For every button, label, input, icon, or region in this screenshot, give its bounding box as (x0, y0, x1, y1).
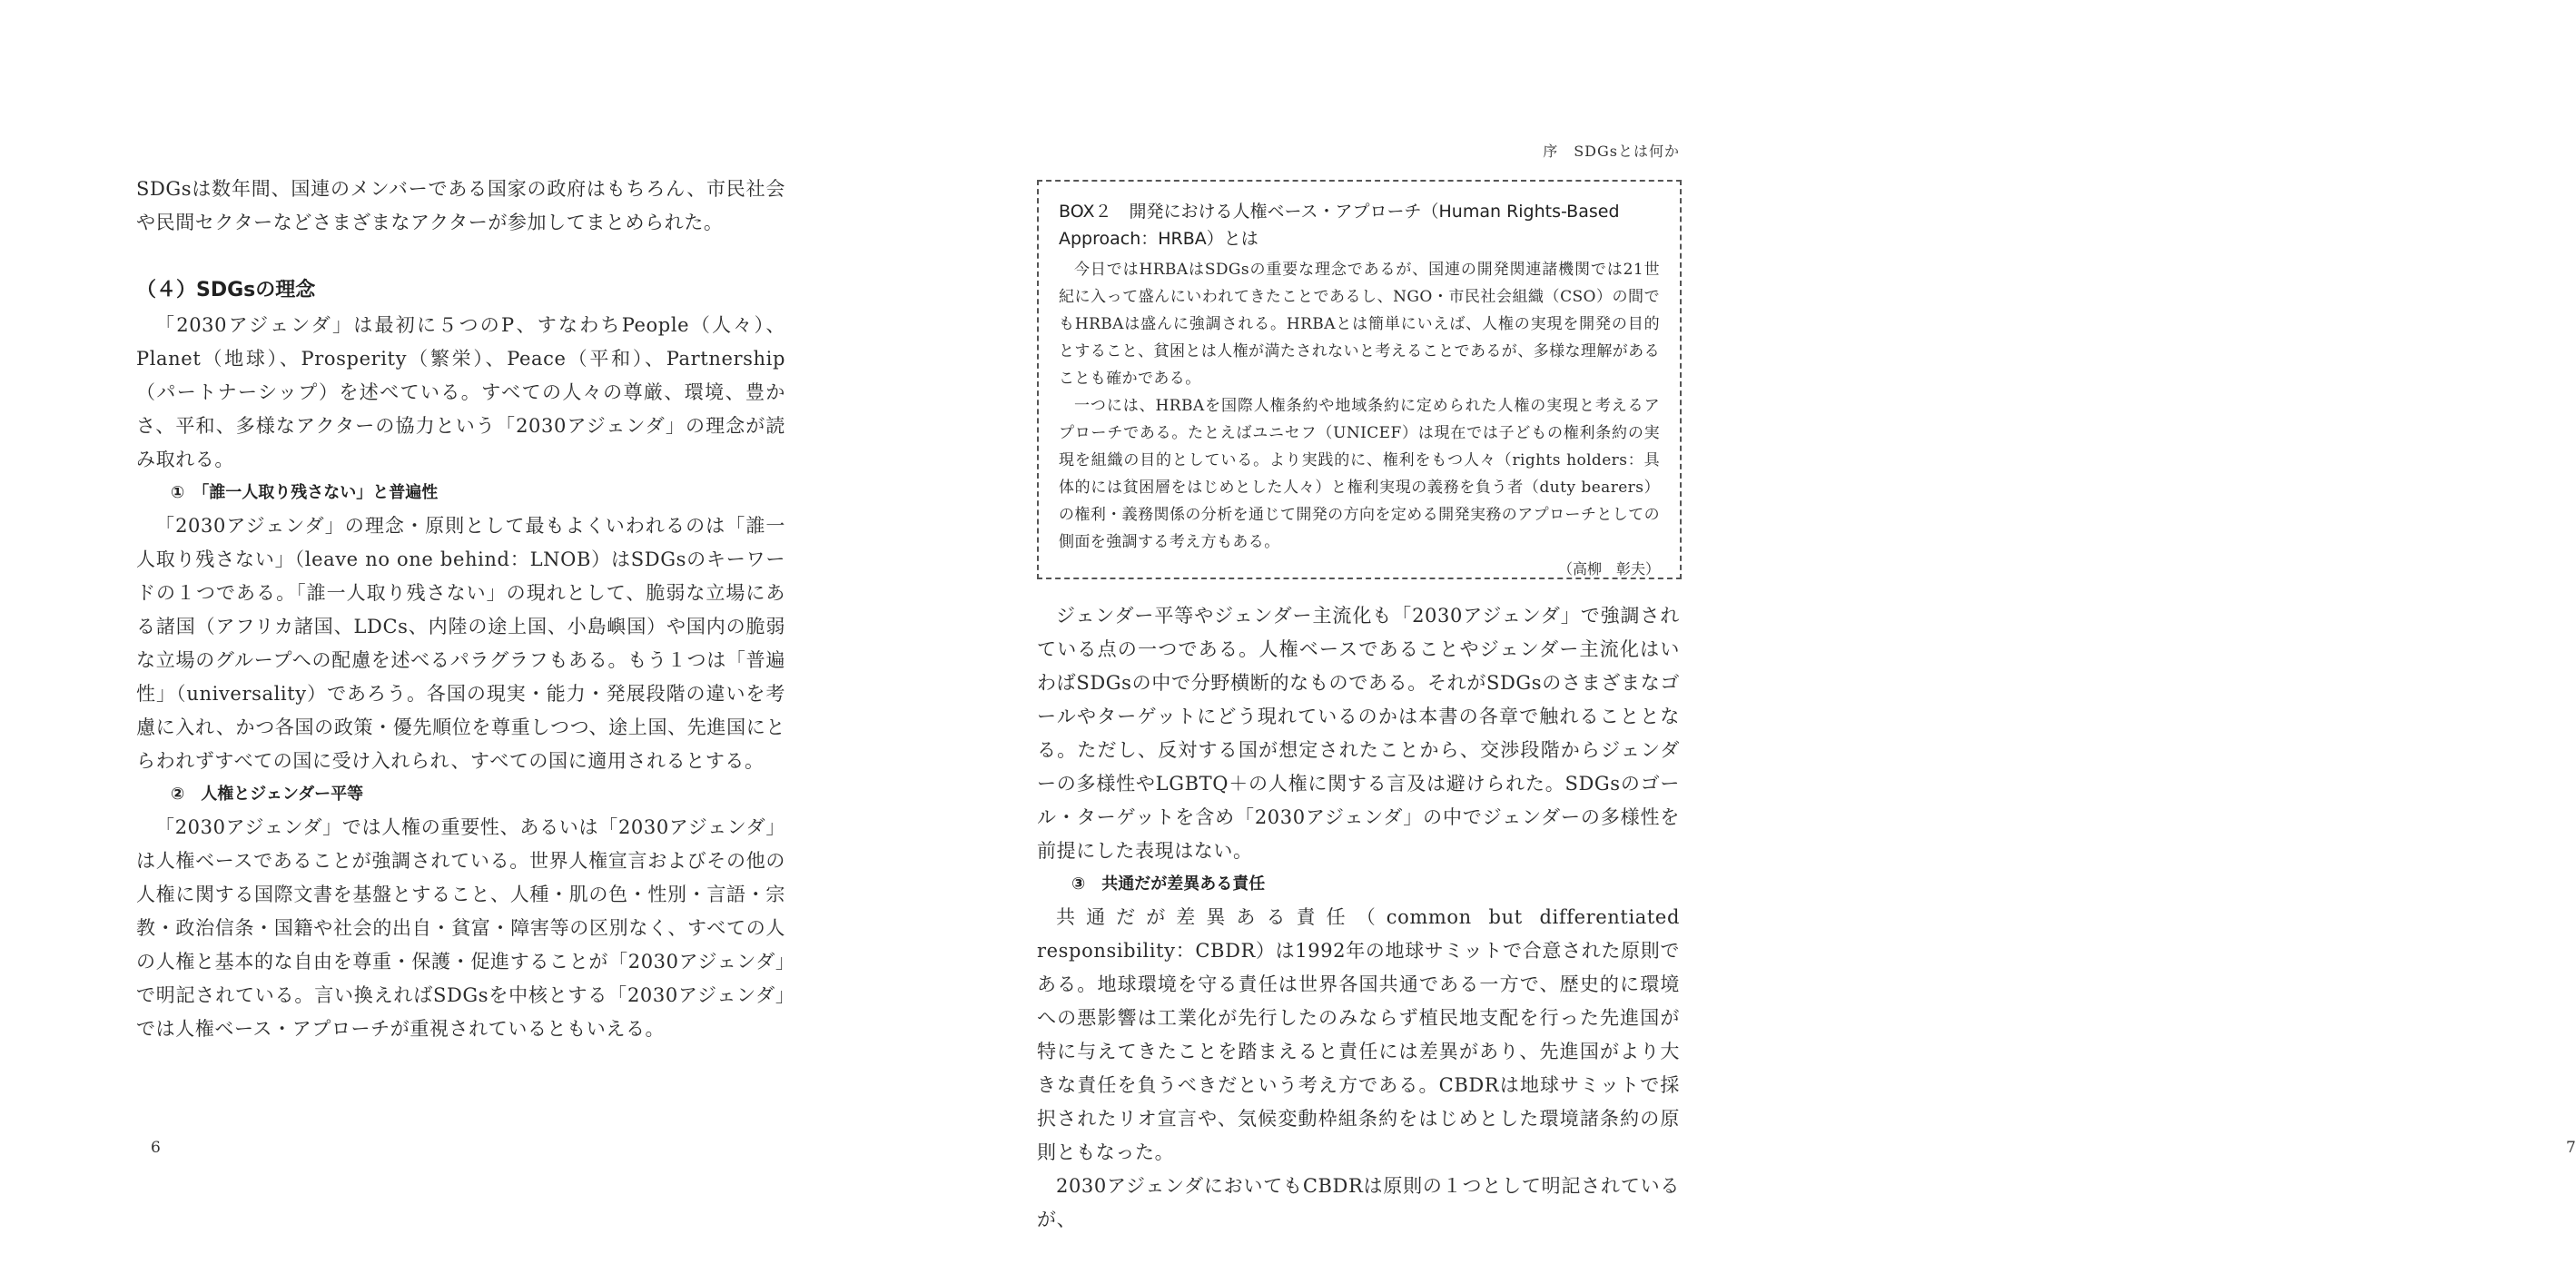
right-column (1037, 599, 1680, 1237)
subheading-human-rights-gender: ② 人権とジェンダー平等 (171, 785, 364, 804)
lnob-paragraph: 「2030アジェンダ」の理念・原則として最もよくいわれるのは「誰一人取り残さない」（leave no one behind：LNOB）はSDGsのキーワードの１つである。「誰一人取り残さない」の現れとして、脆弱な立場にある諸国（アフリカ諸国、LDCs、内陸の途上国、小島嶼国）や国内の脆弱な立場のグループへの配慮を述べるパラグラフもある。もう１つは「普遍性」（universality）であろう。各国の現実・能力・発展段階の違いを考慮に入れ、かつ各国の政策・優先順位を尊重しつつ、途上国、先進国にとらわれずすべての国に受け入れられ、すべての国に適用されるとする。 (136, 515, 785, 772)
running-head: 序 SDGsとは何か (1543, 143, 1680, 160)
page-number-left: 6 (151, 1139, 161, 1157)
left-page (0, 0, 908, 1284)
box-paragraph-1: 今日ではHRBAはSDGsの重要な理念であるが、国連の開発関連諸機関では21世紀に入って盛んにいわれてきたことであるし、NGO・市民社会組織（CSO）の間でもHRBAは盛んに強調される。HRBAとは簡単にいえば、人権の実現を開発の目的とすること、貧困とは人権が満たされないと考えることであるが、多様な理解があることも確かである。 (1059, 261, 1660, 388)
human-rights-paragraph: 「2030アジェンダ」では人権の重要性、あるいは「2030アジェンダ」は人権ベースであることが強調されている。世界人権宣言およびその他の人権に関する国際文書を基盤とすること、人種・肌の色・性別・言語・宗教・政治信条・国籍や社会的出自・貧富・障害等の区別なく、すべての人の人権と基本的な自由を尊重・保護・促進することが「2030アジェンダ」で明記されている。言い換えればSDGsを中核とする「2030アジェンダ」では人権ベース・アプローチが重視されているともいえる。 (136, 816, 785, 1040)
box-author-credit: （高柳 彰夫） (1557, 560, 1660, 578)
box-paragraph-2: 一つには、HRBAを国際人権条約や地域条約に定められた人権の実現と考えるアプローチである。たとえばユニセフ（UNICEF）は現在では子どもの権利条約の実現を組織の目的としている。より実践的に、権利をもつ人々（rights holders：具体的には貧困層をはじめとした人々）と権利実現の義務を負う者（duty bearers）の権利・義務関係の分析を通じて開発の方向を定める開発実務のアプローチとしての側面を強調する考え方もある。 (1059, 397, 1660, 551)
cbdr-continuation-paragraph: 2030アジェンダにおいてもCBDRは原則の１つとして明記されているが、 (1037, 1175, 1680, 1230)
left-column (136, 173, 785, 1046)
section-heading-sdgs-philosophy: （４）SDGsの理念 (136, 279, 316, 301)
cbdr-paragraph: 共通だが差異ある責任（common but differentiated responsibility：CBDR）は1992年の地球サミットで合意された原則である。地球環境を守る責任は世界各国共通である一方で、歴史的に環境への悪影響は工業化が先行したのみならず植民地支配を行った先進国が特に与えてきたことを踏まえると責任には差異があり、先進国がより大きな責任を負うべきだという考え方である。CBDRは地球サミットで採択されたリオ宣言や、気候変動枠組条約をはじめとした環境諸条約の原則ともなった。 (1037, 906, 1680, 1163)
box-title: BOX２ 開発における人権ベース・アプローチ（Human Rights-Based Approach：HRBA）とは (1059, 202, 1620, 249)
subheading-cbdr: ③ 共通だが差異ある責任 (1071, 874, 1266, 894)
five-p-paragraph: 「2030アジェンダ」は最初に５つのP、すなわちPeople（人々）、Planet（地球）、Prosperity（繁栄）、Peace（平和）、Partnership（パートナーシップ）を述べている。すべての人々の尊厳、環境、豊かさ、平和、多様なアクターの協力という「2030アジェンダ」の理念が読み取れる。 (136, 314, 785, 470)
box2-hrba (1037, 180, 1682, 579)
page-number-right: 7 (2566, 1139, 2576, 1157)
subheading-leave-no-one-behind: ① 「誰一人取り残さない」と普遍性 (171, 483, 439, 502)
continuation-paragraph: SDGsは数年間、国連のメンバーである国家の政府はもちろん、市民社会や民間セクターなどさまざまなアクターが参加してまとめられた。 (136, 178, 785, 233)
gender-paragraph: ジェンダー平等やジェンダー主流化も「2030アジェンダ」で強調されている点の一つである。人権ベースであることやジェンダー主流化はいわばSDGsの中で分野横断的なものである。それがSDGsのさまざまなゴールやターゲットにどう現れているのかは本書の各章で触れることとなる。ただし、反対する国が想定されたことから、交渉段階からジェンダーの多様性やLGBTQ＋の人権に関する言及は避けられた。SDGsのゴール・ターゲットを含め「2030アジェンダ」の中でジェンダーの多様性を前提にした表現はない。 (1037, 605, 1680, 862)
